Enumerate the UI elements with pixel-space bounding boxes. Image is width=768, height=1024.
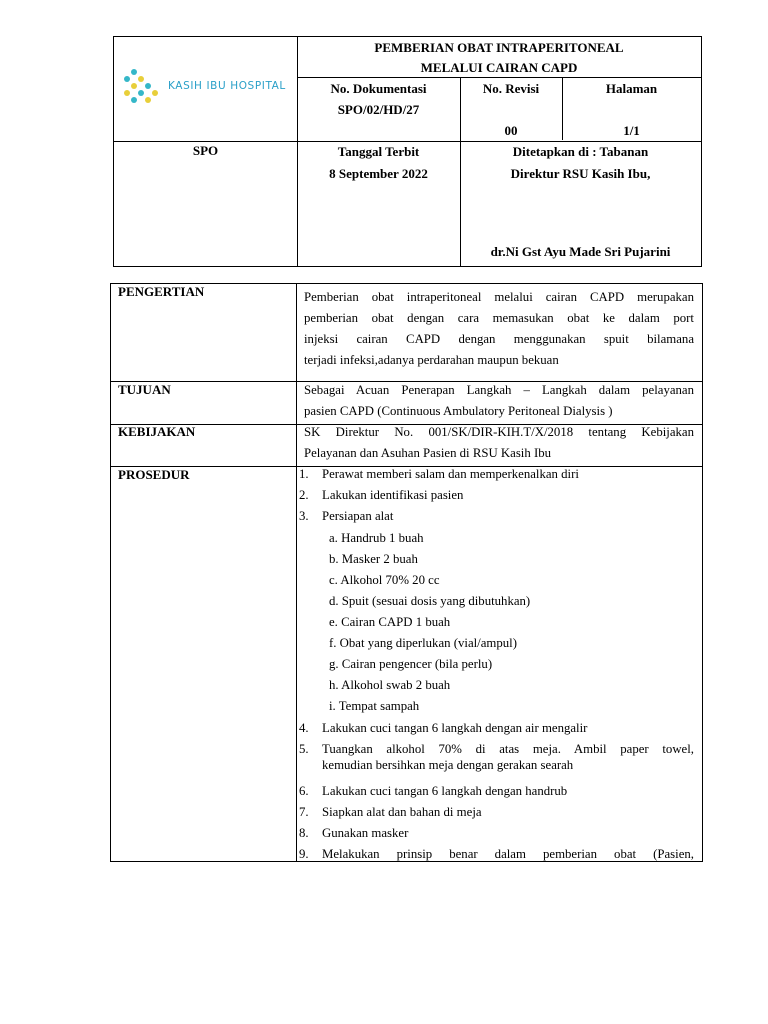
approval-location: Ditetapkan di : Tabanan — [512, 144, 649, 159]
equipment-item: h. Alkohol swab 2 buah — [329, 678, 451, 692]
equipment-item: b. Masker 2 buah — [329, 552, 418, 566]
procedure-step: 4. Lakukan cuci tangan 6 langkah dengan air mengalir — [299, 721, 588, 735]
text-line: pasien CAPD (Continuous Ambulatory Peritoneal Dialysis ) — [304, 404, 613, 418]
procedure-step: 9. Melakukan prinsip benar dalam pemberian obat (Pasien, — [299, 847, 694, 861]
equipment-item: a. Handrub 1 buah — [329, 531, 424, 545]
revision-cell — [460, 78, 562, 141]
tujuan-text — [304, 380, 694, 422]
procedure-step: 2. Lakukan identifikasi pasien — [299, 488, 464, 502]
doc-number-cell — [297, 78, 460, 120]
equipment-item: f. Obat yang diperlukan (vial/ampul) — [329, 636, 517, 650]
procedure-table — [110, 283, 703, 862]
text-line: injeksi cairan CAPD dengan menggunakan spuit bilamana — [304, 332, 694, 346]
text-line: Pemberian obat intraperitoneal melalui cairan CAPD merupakan — [304, 290, 694, 304]
divider — [296, 284, 297, 861]
pengertian-text — [304, 287, 694, 371]
page-label: Halaman — [605, 81, 658, 96]
tujuan-label: TUJUAN — [118, 382, 171, 397]
revision-value: 00 — [504, 123, 518, 138]
equipment-item: e. Cairan CAPD 1 buah — [329, 615, 451, 629]
text-line: terjadi infeksi,adanya perdarahan maupun bekuan — [304, 353, 559, 367]
procedure-step: 6. Lakukan cuci tangan 6 langkah dengan handrub — [299, 784, 568, 798]
spo-label: SPO — [192, 143, 219, 158]
equipment-item: i. Tempat sampah — [329, 699, 420, 713]
text-line: SK Direktur No. 001/SK/DIR-KIH.T/X/2018 tentang Kebijakan — [304, 425, 694, 439]
procedure-step: 8. Gunakan masker — [299, 826, 409, 840]
header-table — [113, 36, 702, 267]
equipment-item: c. Alkohol 70% 20 cc — [329, 573, 440, 587]
hospital-logo — [122, 67, 292, 107]
procedure-step: 3. Persiapan alat — [299, 509, 394, 523]
document-title — [297, 37, 701, 78]
equipment-item: g. Cairan pengencer (bila perlu) — [329, 657, 493, 671]
issue-date-cell — [297, 141, 460, 185]
doc-number-label: No. Dokumentasi — [330, 81, 427, 96]
issue-date-label: Tanggal Terbit — [337, 144, 420, 159]
text-line: pemberian obat dengan cara memasukan obat ke dalam port — [304, 311, 694, 325]
procedure-step: 1. Perawat memberi salam dan memperkenalkan diri — [299, 467, 579, 481]
page-value: 1/1 — [623, 123, 640, 138]
revision-label: No. Revisi — [482, 81, 540, 96]
approval-title: Direktur RSU Kasih Ibu, — [510, 166, 651, 181]
title-line-2: MELALUI CAIRAN CAPD — [420, 60, 578, 75]
pengertian-label: PENGERTIAN — [118, 284, 205, 299]
text-line: Pelayanan dan Asuhan Pasien di RSU Kasih Ibu — [304, 446, 552, 460]
doc-number-value: SPO/02/HD/27 — [337, 102, 420, 117]
procedure-step: 7. Siapkan alat dan bahan di meja — [299, 805, 482, 819]
prosedur-label: PROSEDUR — [118, 467, 190, 482]
text-line: Sebagai Acuan Penerapan Langkah – Langkah dalam pelayanan — [304, 383, 694, 397]
kebijakan-label: KEBIJAKAN — [118, 424, 196, 439]
equipment-item: d. Spuit (sesuai dosis yang dibutuhkan) — [329, 594, 531, 608]
kebijakan-text — [304, 422, 694, 464]
approval-cell — [460, 141, 701, 263]
logo-mark-icon — [122, 67, 166, 107]
page-cell — [562, 78, 701, 141]
director-name: dr.Ni Gst Ayu Made Sri Pujarini — [490, 244, 671, 259]
issue-date-value: 8 September 2022 — [329, 166, 428, 181]
title-line-1: PEMBERIAN OBAT INTRAPERITONEAL — [374, 40, 624, 55]
procedure-step: 5. Tuangkan alkohol 70% di atas meja. Ambil paper towel, kemudian bersihkan meja dengan gerakan searah — [299, 742, 694, 772]
logo-text: KASIH IBU HOSPITAL — [168, 80, 286, 92]
